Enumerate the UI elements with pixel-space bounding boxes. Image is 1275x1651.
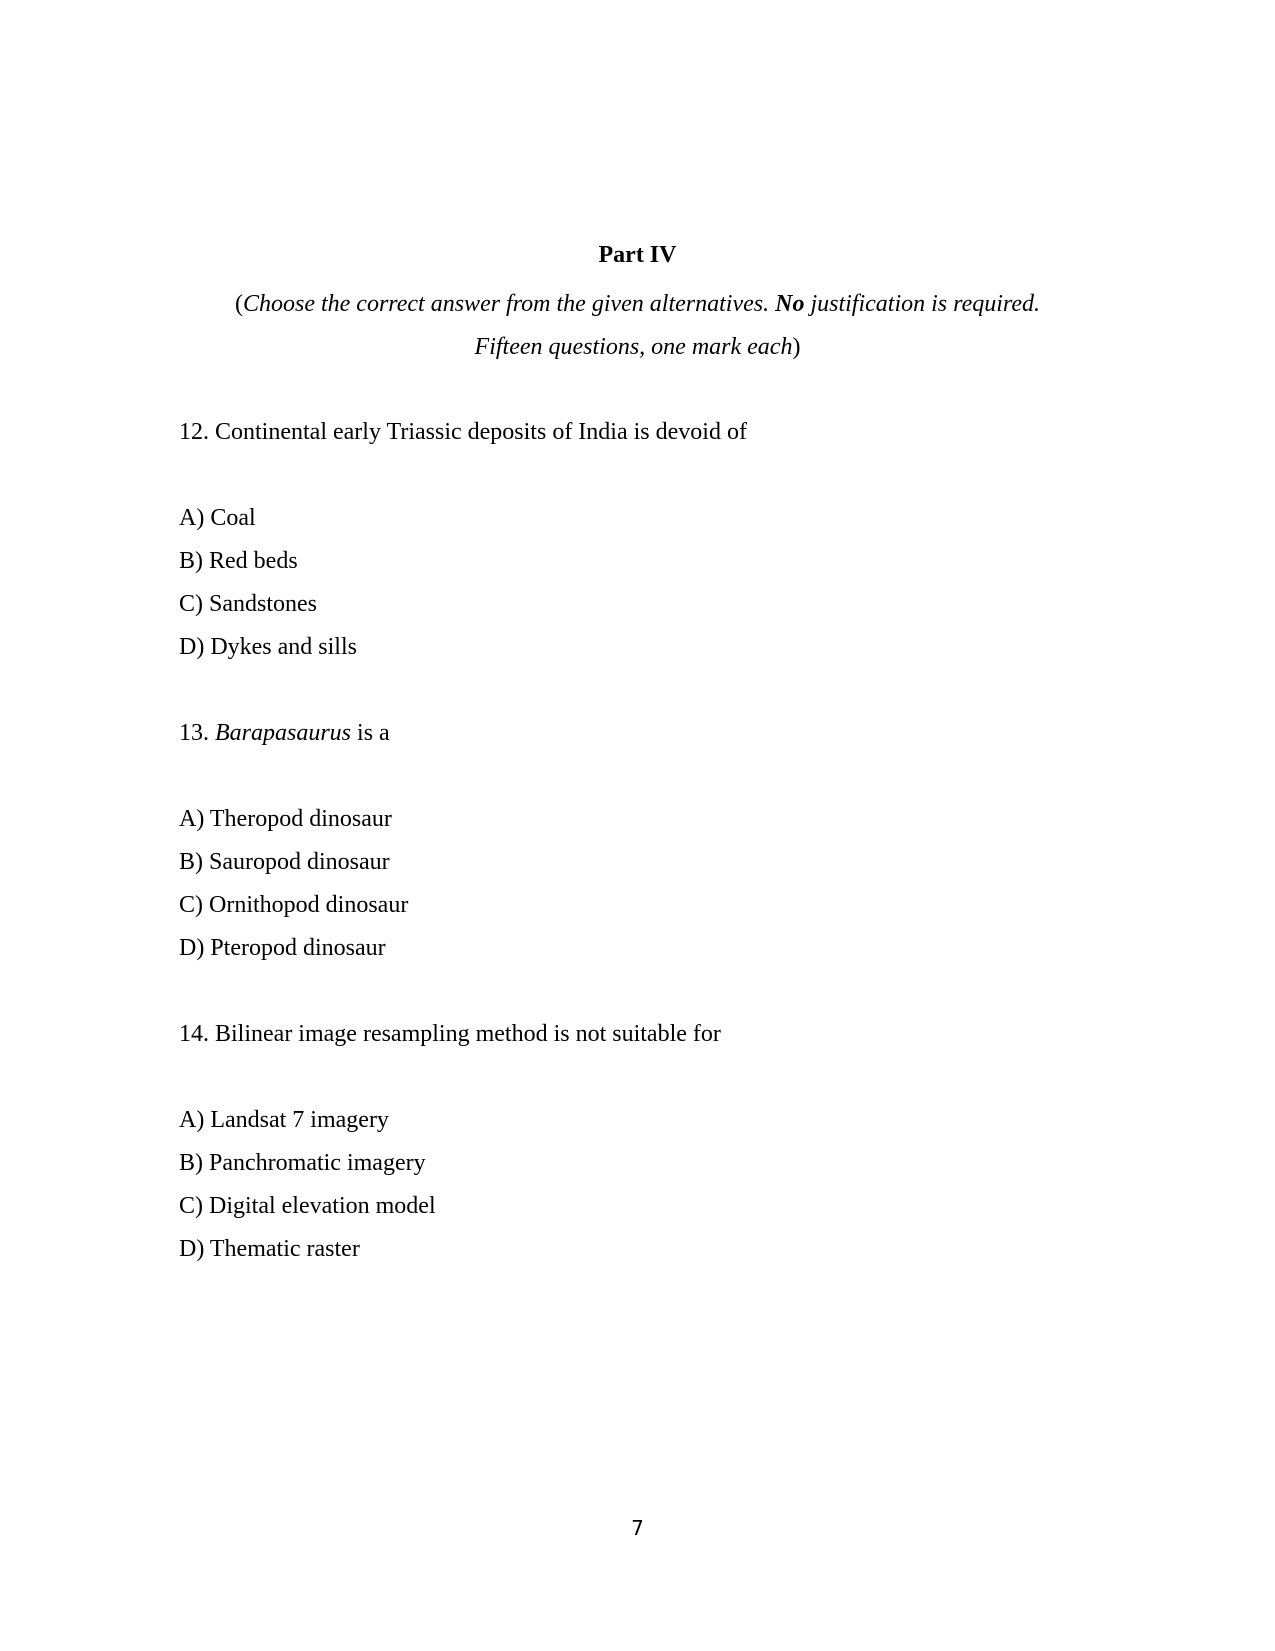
open-paren: ( [234, 291, 243, 317]
option-d: D) Thematic raster [179, 1236, 360, 1262]
question-text: Continental early Triassic deposits of India is devoid of [209, 419, 747, 445]
option-a: A) Landsat 7 imagery [179, 1107, 389, 1133]
question-14 [179, 1013, 1179, 1271]
instructions-text-2: justification is required. [804, 291, 1040, 317]
option-d: D) Pteropod dinosaur [179, 935, 386, 961]
option-c: C) Sandstones [179, 591, 317, 617]
question-stem [179, 712, 1179, 755]
instructions-text-3: Fifteen questions, one mark each [474, 334, 793, 360]
instructions-line-2 [0, 326, 1275, 369]
option-a: A) Theropod dinosaur [179, 806, 392, 832]
question-number: 12. [179, 419, 209, 445]
question-stem [179, 411, 1179, 454]
instructions-line-1 [0, 283, 1275, 326]
option-b: B) Panchromatic imagery [179, 1150, 426, 1176]
option-a: A) Coal [179, 505, 256, 531]
page-number: 7 [631, 1516, 644, 1540]
option-c: C) Digital elevation model [179, 1193, 436, 1219]
option-d: D) Dykes and sills [179, 634, 357, 660]
option-b: B) Red beds [179, 548, 298, 574]
question-stem [179, 1013, 1179, 1056]
question-text-end: is a [351, 720, 390, 746]
question-text-italic: Barapasaurus [215, 720, 352, 746]
question-text: Bilinear image resampling method is not suitable for [209, 1021, 721, 1047]
question-13 [179, 712, 1179, 970]
question-12 [179, 411, 1179, 669]
instructions [0, 283, 1275, 369]
question-list [179, 411, 1179, 1271]
instructions-emphasis: No [775, 291, 805, 317]
question-number: 14. [179, 1021, 209, 1047]
close-paren: ) [792, 334, 801, 360]
option-b: B) Sauropod dinosaur [179, 849, 390, 875]
question-number: 13. [179, 720, 209, 746]
instructions-text-1: Choose the correct answer from the given alternatives. [242, 291, 776, 317]
option-c: C) Ornithopod dinosaur [179, 892, 409, 918]
part-title: Part IV [598, 242, 677, 268]
